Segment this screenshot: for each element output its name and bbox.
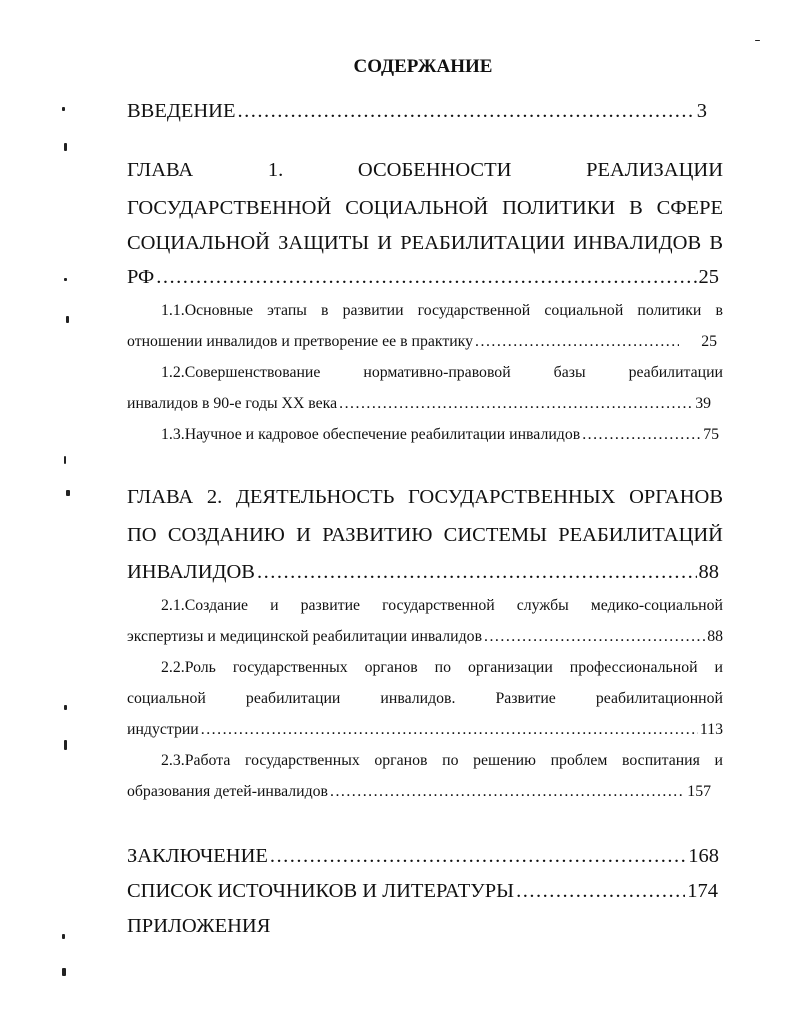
entry-text: ВВЕДЕНИЕ (127, 100, 236, 122)
chapter1-line[interactable]: ГОСУДАРСТВЕННОЙ СОЦИАЛЬНОЙ ПОЛИТИКИ В СФЕРЕ (127, 197, 723, 219)
entry-page: 88 (707, 628, 723, 645)
dot-leader (339, 395, 693, 414)
scan-speck (64, 143, 67, 151)
entry-text: ИНВАЛИДОВ (127, 561, 255, 583)
entry-text: индустрии (127, 721, 199, 738)
section-2-2-line[interactable] (127, 721, 723, 740)
scan-speck (64, 740, 67, 750)
entry-text: отношении инвалидов и претворение ее в практику (127, 333, 474, 350)
section-1-2-line[interactable] (127, 395, 711, 414)
section-2-1-line[interactable] (127, 628, 723, 647)
entry-text: инвалидов в 90-е годы XX века (127, 395, 338, 412)
section-2-2-line[interactable]: социальной реабилитации инвалидов. Развитие реабилитационной (127, 690, 723, 707)
dot-leader (270, 844, 686, 869)
dot-leader (257, 560, 697, 585)
entry-page: 113 (699, 721, 723, 738)
entry-text: образования детей-инвалидов (127, 783, 328, 800)
page-title: СОДЕРЖАНИЕ (353, 56, 493, 77)
dot-leader (475, 333, 679, 352)
dot-leader (330, 783, 685, 802)
dot-leader (582, 426, 701, 445)
section-1-2-line[interactable]: 1.2.Совершенствование нормативно-правовой базы реабилитации (161, 364, 723, 381)
toc-entry-sources[interactable] (127, 879, 718, 904)
dot-leader (201, 721, 698, 740)
scan-speck (64, 456, 66, 464)
section-1-3-line[interactable] (127, 426, 719, 445)
entry-page: 88 (698, 561, 719, 583)
section-2-3-line[interactable] (127, 783, 711, 802)
entry-page: 174 (687, 880, 718, 902)
entry-page: 25 (701, 333, 717, 350)
entry-page: 75 (703, 426, 719, 443)
chapter1-line[interactable]: СОЦИАЛЬНОЙ ЗАЩИТЫ И РЕАБИЛИТАЦИИ ИНВАЛИДОВ В (127, 232, 723, 254)
toc-entry-intro[interactable] (127, 99, 707, 124)
section-1-1-line[interactable]: 1.1.Основные этапы в развитии государственной социальной политики в (161, 302, 723, 319)
section-2-2-line[interactable]: 2.2.Роль государственных органов по организации профессиональной и (161, 659, 723, 676)
scan-speck (62, 968, 66, 976)
scan-speck (62, 107, 65, 111)
section-2-3-line[interactable]: 2.3.Работа государственных органов по решению проблем воспитания и (161, 752, 723, 769)
scan-speck (64, 705, 67, 710)
toc-entry-conclusion[interactable] (127, 844, 719, 869)
entry-page: 25 (698, 266, 719, 288)
scan-speck (62, 934, 65, 939)
chapter2-line[interactable]: ПО СОЗДАНИЮ И РАЗВИТИЮ СИСТЕМЫ РЕАБИЛИТАЦИЙ (127, 524, 723, 546)
entry-text: экспертизы и медицинской реабилитации инвалидов (127, 628, 483, 645)
entry-text: СПИСОК ИСТОЧНИКОВ И ЛИТЕРАТУРЫ (127, 880, 515, 902)
scan-speck (755, 40, 760, 41)
entry-page: 157 (687, 783, 711, 800)
dot-leader (156, 265, 696, 290)
entry-text: РФ (127, 266, 155, 288)
entry-text: 1.3.Научное и кадровое обеспечение реабилитации инвалидов (161, 426, 581, 443)
dot-leader (238, 99, 695, 124)
chapter2-line[interactable]: ГЛАВА 2. ДЕЯТЕЛЬНОСТЬ ГОСУДАРСТВЕННЫХ ОРГАНОВ (127, 486, 723, 508)
chapter2-line[interactable] (127, 560, 719, 585)
scan-speck (66, 316, 69, 323)
entry-text: ЗАКЛЮЧЕНИЕ (127, 845, 268, 867)
scan-speck (64, 278, 67, 281)
toc-entry-appendix[interactable]: ПРИЛОЖЕНИЯ (127, 915, 271, 937)
entry-page: 168 (688, 845, 719, 867)
entry-page: 3 (696, 100, 707, 122)
chapter1-line[interactable] (127, 265, 719, 290)
section-1-1-line[interactable] (127, 333, 717, 352)
dot-leader (484, 628, 705, 647)
scan-speck (66, 490, 70, 496)
dot-leader (516, 879, 685, 904)
entry-page: 39 (695, 395, 711, 412)
chapter1-line[interactable]: ГЛАВА 1. ОСОБЕННОСТИ РЕАЛИЗАЦИИ (127, 159, 723, 181)
section-2-1-line[interactable]: 2.1.Создание и развитие государственной службы медико-социальной (161, 597, 723, 614)
